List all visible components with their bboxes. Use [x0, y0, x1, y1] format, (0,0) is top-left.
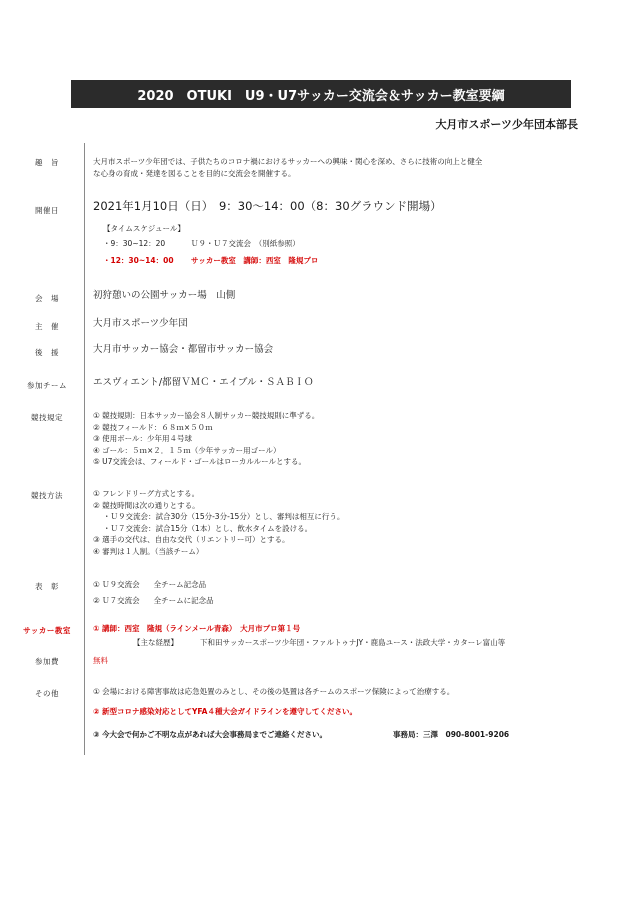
award-value-1: 全チーム記念品	[153, 580, 207, 589]
purpose-line-2: な心身の育成・発達を図ることを目的に交流会を開催する。	[93, 168, 296, 178]
method-line-4: ・Ｕ７交流会：試合15分（1本）とし、飲水タイムを設ける。	[103, 523, 313, 533]
purpose-line-1: 大月市スポーツ少年団では、子供たちのコロナ禍におけるサッカーへの興味・関心を深め、さらに技術の向上と健全	[93, 157, 483, 166]
host-value: 大月市スポーツ少年団	[93, 318, 188, 329]
rules-line-5: ⑤ U7交流会は、フィールド・ゴールはローカルルールとする。	[93, 457, 306, 467]
method-label: 競技方法	[31, 491, 63, 500]
award-row-1	[93, 579, 214, 591]
award-name-1: ① Ｕ９交流会	[93, 580, 140, 589]
method-line-2: ② 競技時間は次の通りとする。	[93, 500, 200, 510]
date-label: 開催日	[35, 206, 59, 215]
schedule-event-2: サッカー教室 講師：西室 隆規プロ	[191, 256, 319, 266]
award-value-2: 全チームに記念品	[153, 595, 214, 605]
section-divider-line	[84, 143, 85, 755]
awards-list	[93, 579, 214, 606]
venue-value: 初狩憩いの公園サッカー場 山側	[93, 290, 236, 301]
host-label: 主 催	[35, 322, 59, 331]
career-text: 下和田サッカースポーツ少年団・ファルトゥナJY・鹿島ユース・法政大学・カターレ富山等	[200, 637, 506, 647]
school-instructor: ① 講師：西室 隆規（ラインメール青森） 大月市プロ第１号	[93, 624, 301, 633]
teams-value: エスヴィエント/都留ＶＭＣ・エイブル・ＳＡＢＩＯ	[93, 377, 314, 388]
method-line-3: ・Ｕ９交流会：試合30分（15分-3分-15分）とし、審判は相互に行う。	[103, 512, 345, 522]
venue-label: 会 場	[35, 294, 59, 303]
schedule-time-1: ・9：30~12：20	[103, 238, 166, 248]
rules-label: 競技規定	[31, 413, 63, 422]
other-line-3: ③ 今大会で何かご不明な点があれば大会事務局までご連絡ください。	[93, 730, 327, 739]
method-line-5: ③ 選手の交代は、自由な交代（リエントリー可）とする。	[93, 535, 290, 545]
other-line-2: ② 新型コロナ感染対応としてYFA４種大会ガイドラインを遵守してください。	[93, 707, 358, 716]
purpose-text	[93, 156, 482, 179]
other-line-1: ① 会場における障害事故は応急処置のみとし、その後の処置は各チームのスポーツ保険によって治療する。	[93, 687, 455, 696]
document-title: 2020 OTUKI U9・U7サッカー交流会＆サッカー教室要綱	[71, 80, 571, 108]
award-row-2	[93, 595, 214, 607]
schedule-row-2	[93, 255, 318, 267]
schedule-block	[93, 223, 318, 267]
fee-label: 参加費	[35, 657, 59, 666]
rules-list	[93, 410, 319, 468]
rules-line-4: ④ ゴール：５ｍ×２．１５ｍ（少年サッカー用ゴール）	[93, 445, 281, 455]
method-list	[93, 488, 344, 558]
teams-label: 参加チーム	[27, 381, 67, 390]
other-label: その他	[35, 689, 59, 698]
support-label: 後 援	[35, 348, 59, 357]
rules-line-3: ③ 使用ボール：少年用４号球	[93, 434, 192, 444]
event-date: 2021年1月10日（日） 9：30～14：00（8：30グラウンド開場）	[93, 199, 442, 213]
rules-line-2: ② 競技フィールド：６８ｍ×５０ｍ	[93, 422, 213, 432]
career-label: 【主な経歴】	[133, 637, 178, 647]
award-name-2: ② Ｕ７交流会	[93, 595, 140, 605]
organizer-name: 大月市スポーツ少年団本部長	[435, 118, 578, 131]
purpose-label: 趣 旨	[35, 158, 59, 167]
school-career	[93, 637, 505, 649]
awards-label: 表 彰	[35, 582, 59, 591]
method-line-6: ④ 審判は１人制。（当該チーム）	[93, 546, 204, 556]
support-value: 大月市サッカー協会・都留市サッカー協会	[93, 344, 274, 355]
schedule-row-1	[93, 238, 318, 250]
fee-value: 無料	[93, 656, 108, 665]
school-block	[93, 623, 505, 648]
school-label: サッカー教室	[23, 626, 71, 635]
schedule-time-2: ・12：30~14：00	[103, 256, 174, 266]
rules-line-1: ① 競技規則：日本サッカー協会８人制サッカー競技規則に準ずる。	[93, 411, 320, 420]
contact-info: 事務局：三澤 090-8001-9206	[393, 730, 510, 739]
schedule-title: 【タイムスケジュール】	[103, 224, 185, 233]
schedule-event-1: Ｕ９・Ｕ７交流会 （別紙参照）	[191, 238, 300, 248]
method-line-1: ① フレンドリーグ方式とする。	[93, 489, 200, 498]
